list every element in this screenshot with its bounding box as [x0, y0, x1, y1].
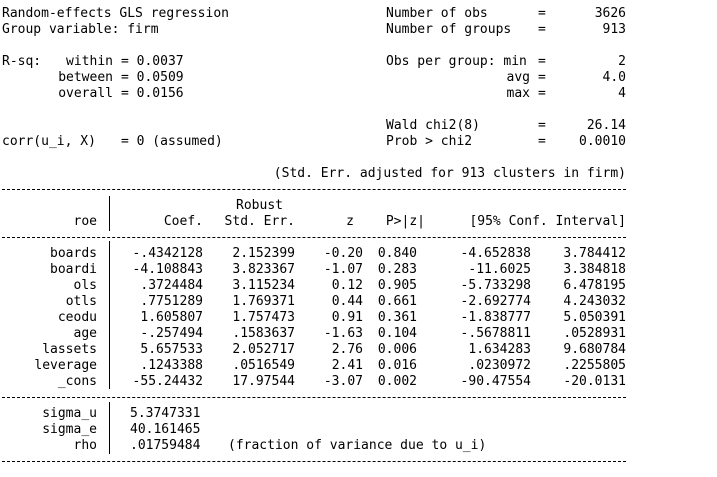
coef-header: Coef.	[163, 214, 203, 229]
rsq-overall-label: overall	[58, 86, 113, 101]
wald-label: Wald chi2(8)	[386, 118, 480, 133]
variable-name: boardi	[50, 262, 97, 277]
variable-name: age	[73, 326, 97, 341]
stderr-value: .0516549	[232, 358, 295, 373]
coef-separator-rule	[2, 397, 626, 398]
stderr-value: 1.757473	[232, 310, 295, 325]
p-value: 0.840	[377, 246, 417, 261]
corr-value: = 0 (assumed)	[121, 134, 223, 149]
stderr-value: 17.97544	[232, 374, 295, 389]
ci-high-value: .2255805	[563, 358, 626, 373]
coef-value: .3724484	[140, 278, 203, 293]
max-value: 4	[618, 86, 626, 101]
variable-name: boards	[50, 246, 97, 261]
rsq-within-label: within	[66, 54, 113, 69]
regression-title: Random-effects GLS regression	[2, 6, 229, 21]
min-value: 2	[618, 54, 626, 69]
p-value: 0.016	[377, 358, 417, 373]
variable-name: lassets	[42, 342, 97, 357]
p-value: 0.283	[377, 262, 417, 277]
rsq-within-value: = 0.0037	[121, 54, 184, 69]
z-value: 0.12	[331, 278, 363, 293]
ci-low-value: -1.838777	[460, 310, 531, 325]
variable-name: _cons	[57, 374, 97, 389]
coef-value: -4.108843	[132, 262, 203, 277]
avg-value: 4.0	[602, 70, 626, 85]
stat-name: sigma_u	[42, 406, 97, 421]
z-value: 0.44	[331, 294, 363, 309]
stat-value: .01759484	[130, 438, 201, 453]
ci-low-value: -11.6025	[468, 262, 531, 277]
ci-high-value: 9.680784	[563, 342, 626, 357]
nobs-label: Number of obs	[386, 6, 488, 21]
prob-label: Prob > chi2	[386, 134, 473, 149]
coef-value: 1.605807	[140, 310, 203, 325]
stat-value: 5.3747331	[130, 406, 201, 421]
rsq-overall-value: = 0.0156	[121, 86, 184, 101]
ci-high-value: .0528931	[563, 326, 626, 341]
depvar-header: roe	[73, 214, 97, 229]
ci-header: [95% Conf. Interval]	[469, 214, 626, 229]
table-top-rule	[2, 189, 626, 190]
ci-high-value: 5.050391	[563, 310, 626, 325]
stats-column-bar	[109, 402, 110, 454]
ci-low-value: -5.733298	[460, 278, 531, 293]
ci-high-value: 3.384818	[563, 262, 626, 277]
ci-high-value: 3.784412	[563, 246, 626, 261]
ci-low-value: -.5678811	[460, 326, 531, 341]
stat-name: rho	[73, 438, 97, 453]
ci-low-value: .0230972	[468, 358, 531, 373]
obs-per-group-label: Obs per group: min	[386, 54, 527, 69]
stderr-note: (Std. Err. adjusted for 913 clusters in firm)	[273, 166, 626, 181]
p-value: 0.104	[377, 326, 417, 341]
ci-low-value: -90.47554	[460, 374, 531, 389]
p-value: 0.006	[377, 342, 417, 357]
p-value: 0.661	[377, 294, 417, 309]
coef-value: .1243388	[140, 358, 203, 373]
stat-note: (fraction of variance due to u_i)	[228, 438, 487, 453]
coef-value: -.257494	[140, 326, 203, 341]
p-value: 0.905	[377, 278, 417, 293]
min-eq: =	[538, 54, 546, 69]
stderr-value: 1.769371	[232, 294, 295, 309]
variable-name: ols	[73, 278, 97, 293]
prob-value: 0.0010	[579, 134, 626, 149]
prob-eq: =	[538, 134, 546, 149]
max-eq: =	[538, 86, 546, 101]
stderr-value: .1583637	[232, 326, 295, 341]
nobs-eq: =	[538, 6, 546, 21]
rsq-between-value: = 0.0509	[121, 70, 184, 85]
avg-eq: =	[538, 70, 546, 85]
p-value: 0.002	[377, 374, 417, 389]
stderr-value: 2.052717	[232, 342, 295, 357]
ngroups-eq: =	[538, 22, 546, 37]
coef-value: -55.24432	[132, 374, 203, 389]
rsq-label: R-sq:	[2, 54, 42, 69]
ngroups-label: Number of groups	[386, 22, 512, 37]
corr-label: corr(u_i, X)	[2, 134, 96, 149]
stderr-value: 3.823367	[232, 262, 295, 277]
z-header: z	[346, 214, 354, 229]
z-value: 2.76	[331, 342, 363, 357]
ci-high-value: -20.0131	[563, 374, 626, 389]
header-separator-rule	[2, 237, 626, 238]
stderr-value: 2.152399	[232, 246, 295, 261]
z-value: -1.63	[323, 326, 363, 341]
variable-name: otls	[65, 294, 97, 309]
table-bottom-rule	[2, 461, 626, 462]
ci-low-value: -2.692774	[460, 294, 531, 309]
z-value: 2.41	[331, 358, 363, 373]
group-variable-label: Group variable: firm	[2, 22, 159, 37]
wald-value: 26.14	[586, 118, 626, 133]
z-value: -1.07	[323, 262, 363, 277]
coef-value: -.4342128	[132, 246, 203, 261]
stat-value: 40.161465	[130, 422, 201, 437]
stderr-value: 3.115234	[232, 278, 295, 293]
ci-low-value: 1.634283	[468, 342, 531, 357]
p-value: 0.361	[377, 310, 417, 325]
max-label: max	[506, 86, 530, 101]
wald-eq: =	[538, 118, 546, 133]
variable-name: ceodu	[57, 310, 97, 325]
stderr-header: Std. Err.	[224, 214, 295, 229]
ci-low-value: -4.652838	[460, 246, 531, 261]
variable-name: leverage	[34, 358, 97, 373]
coef-value: .7751289	[140, 294, 203, 309]
rsq-between-label: between	[58, 70, 113, 85]
p-header: P>|z|	[385, 214, 425, 229]
z-value: -0.20	[323, 246, 363, 261]
robust-header: Robust	[236, 198, 283, 213]
stat-name: sigma_e	[42, 422, 97, 437]
ngroups-value: 913	[602, 22, 626, 37]
ci-high-value: 6.478195	[563, 278, 626, 293]
z-value: -3.07	[323, 374, 363, 389]
ci-high-value: 4.243032	[563, 294, 626, 309]
avg-label: avg	[506, 70, 530, 85]
z-value: 0.91	[331, 310, 363, 325]
coef-value: 5.657533	[140, 342, 203, 357]
nobs-value: 3626	[594, 6, 626, 21]
